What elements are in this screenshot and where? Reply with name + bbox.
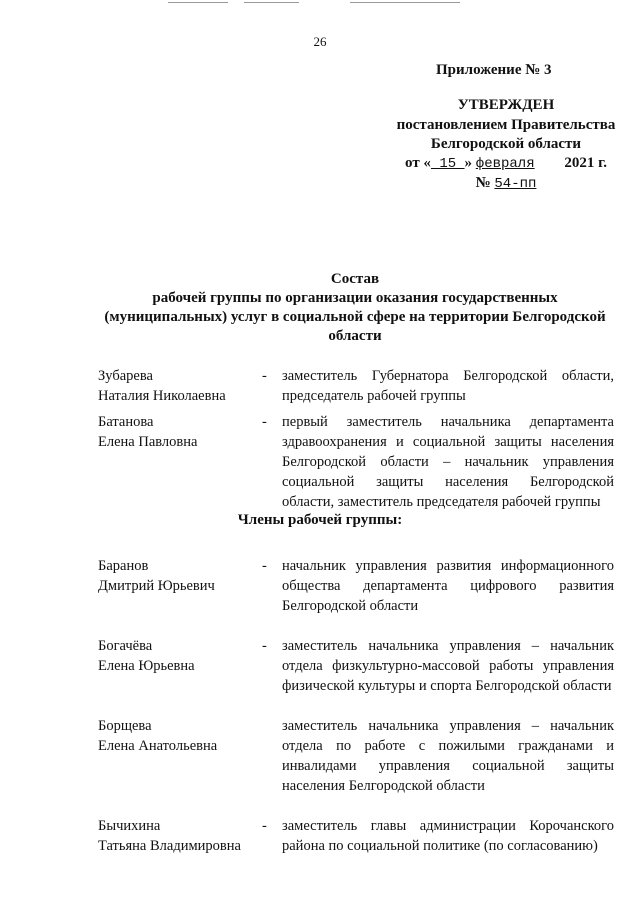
member-name: [98, 636, 268, 676]
member-surname: Бычихина: [98, 818, 161, 834]
date-year: 2021 г.: [560, 155, 607, 171]
scan-artifact-line: [244, 2, 299, 3]
approval-block: [380, 96, 632, 194]
separator-dash: -: [262, 558, 267, 574]
member-surname: Баранов: [98, 558, 149, 574]
approved-heading: УТВЕРЖДЕН: [457, 97, 555, 113]
page-number: 26: [313, 34, 327, 49]
members-heading: Члены рабочей группы:: [237, 512, 403, 528]
approval-date: [380, 154, 632, 174]
member-given-name: Елена Павловна: [98, 434, 198, 450]
scan-artifact-line: [350, 2, 460, 3]
number-value: 54-пп: [494, 176, 537, 192]
member-name: [98, 366, 268, 406]
separator-dash: -: [262, 818, 267, 834]
separator-dash: -: [262, 638, 267, 654]
member-surname: Зубарева: [98, 368, 153, 384]
member-role: заместитель начальника управления – начальник отдела физкультурно-массовой работы управления физической культуры и спорта Белгородской области: [282, 638, 614, 694]
member-given-name: Дмитрий Юрьевич: [98, 578, 215, 594]
scan-artifact-line: [168, 2, 228, 3]
title-line-2: рабочей группы по организации оказания государственных: [152, 290, 558, 306]
member-surname: Богачёва: [98, 638, 153, 654]
member-name: [98, 816, 268, 856]
member-role: заместитель главы администрации Корочанского района по социальной политике (по согласованию): [282, 818, 614, 854]
member-surname: Батанова: [98, 414, 154, 430]
separator-dash: -: [262, 414, 267, 430]
title-line-4: области: [328, 328, 382, 344]
member-given-name: Елена Анатольевна: [98, 738, 218, 754]
member-name: [98, 716, 268, 756]
appendix-label: Приложение № 3: [436, 62, 552, 78]
member-surname: Борщева: [98, 718, 152, 734]
approval-line-2: Белгородской области: [430, 136, 582, 152]
member-role: начальник управления развития информационного общества департамента цифрового развития Белгородской области: [282, 558, 614, 614]
member-given-name: Татьяна Владимировна: [98, 838, 241, 854]
member-name: [98, 556, 268, 596]
document-title: [60, 270, 640, 346]
date-prefix: от «: [405, 155, 431, 171]
approval-number: [380, 174, 632, 194]
member-role: заместитель Губернатора Белгородской области, председатель рабочей группы: [282, 368, 614, 404]
date-month: февраля: [475, 156, 535, 172]
date-day: 15: [430, 156, 465, 172]
member-name: [98, 412, 268, 452]
approval-line-1: постановлением Правительства: [396, 117, 616, 133]
date-mid: »: [464, 155, 476, 171]
separator-dash: -: [262, 368, 267, 384]
member-given-name: Елена Юрьевна: [98, 658, 195, 674]
member-role: первый заместитель начальника департамента здравоохранения и социальной защиты населения Белгородской области – начальник управления социальной защиты населения Белгородской области, заместитель председателя рабочей группы: [282, 414, 614, 510]
title-line-1: Состав: [330, 271, 380, 287]
title-line-3: (муниципальных) услуг в социальной сфере на территории Белгородской: [104, 309, 606, 325]
number-prefix: №: [475, 175, 495, 191]
member-given-name: Наталия Николаевна: [98, 388, 226, 404]
member-role: заместитель начальника управления – начальник отдела по работе с пожилыми гражданами и инвалидами управления социальной защиты населения Белгородской области: [282, 718, 614, 794]
